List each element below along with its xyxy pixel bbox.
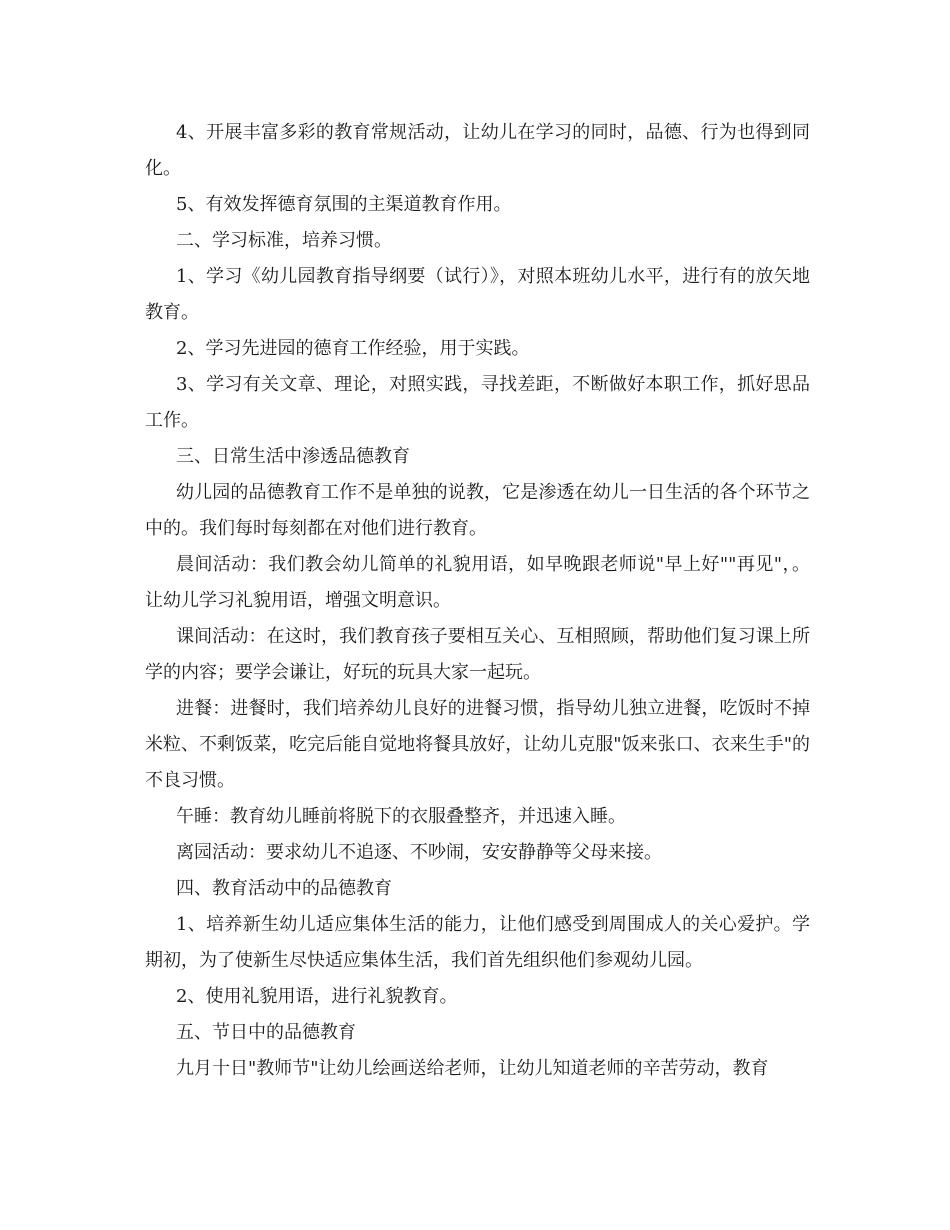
section-heading-5: 五、节日中的品德教育 bbox=[176, 1022, 356, 1043]
section-heading-2: 二、学习标准，培养习惯。 bbox=[176, 230, 392, 251]
section-heading-3: 三、日常生活中渗透品德教育 bbox=[176, 446, 410, 467]
paragraph-study-2: 2、学习先进园的德育工作经验，用于实践。 bbox=[176, 338, 530, 359]
paragraph-study-1: 1、学习《幼儿园教育指导纲要（试行）》，对照本班幼儿水平，进行有的放矢地教育。 bbox=[145, 266, 810, 323]
paragraph-break-time: 课间活动：在这时，我们教育孩子要相互关心、互相照顾，帮助他们复习课上所学的内容；要学会谦让，好玩的玩具大家一起玩。 bbox=[145, 626, 810, 683]
paragraph-item-5: 5、有效发挥德育氛围的主渠道教育作用。 bbox=[176, 194, 512, 215]
paragraph-activity-1: 1、培养新生幼儿适应集体生活的能力，让他们感受到周围成人的关心爱护。学期初，为了使新生尽快适应集体生活，我们首先组织他们参观幼儿园。 bbox=[145, 914, 810, 971]
paragraph-activity-2: 2、使用礼貌用语，进行礼貌教育。 bbox=[176, 986, 458, 1007]
paragraph-study-3: 3、学习有关文章、理论，对照实践，寻找差距，不断做好本职工作，抓好思品工作。 bbox=[145, 374, 810, 431]
section-heading-4: 四、教育活动中的品德教育 bbox=[176, 878, 392, 899]
paragraph-morning: 晨间活动：我们教会幼儿简单的礼貌用语，如早晚跟老师说"早上好""再见"，。让幼儿学习礼貌用语，增强文明意识。 bbox=[145, 554, 810, 611]
paragraph-leaving: 离园活动：要求幼儿不追逐、不吵闹，安安静静等父母来接。 bbox=[176, 842, 662, 863]
paragraph-daily-intro: 幼儿园的品德教育工作不是单独的说教，它是渗透在幼儿一日生活的各个环节之中的。我们每时每刻都在对他们进行教育。 bbox=[145, 482, 810, 539]
paragraph-teachers-day: 九月十日"教师节"让幼儿绘画送给老师，让幼儿知道老师的辛苦劳动，教育 bbox=[176, 1058, 769, 1079]
paragraph-meal: 进餐：进餐时，我们培养幼儿良好的进餐习惯，指导幼儿独立进餐，吃饭时不掉米粒、不剩饭菜，吃完后能自觉地将餐具放好，让幼儿克服"饭来张口、衣来生手"的不良习惯。 bbox=[145, 698, 810, 791]
document-body bbox=[145, 115, 810, 1087]
paragraph-item-4: 4、开展丰富多彩的教育常规活动，让幼儿在学习的同时，品德、行为也得到同化。 bbox=[145, 122, 810, 179]
paragraph-nap: 午睡：教育幼儿睡前将脱下的衣服叠整齐，并迅速入睡。 bbox=[176, 806, 626, 827]
